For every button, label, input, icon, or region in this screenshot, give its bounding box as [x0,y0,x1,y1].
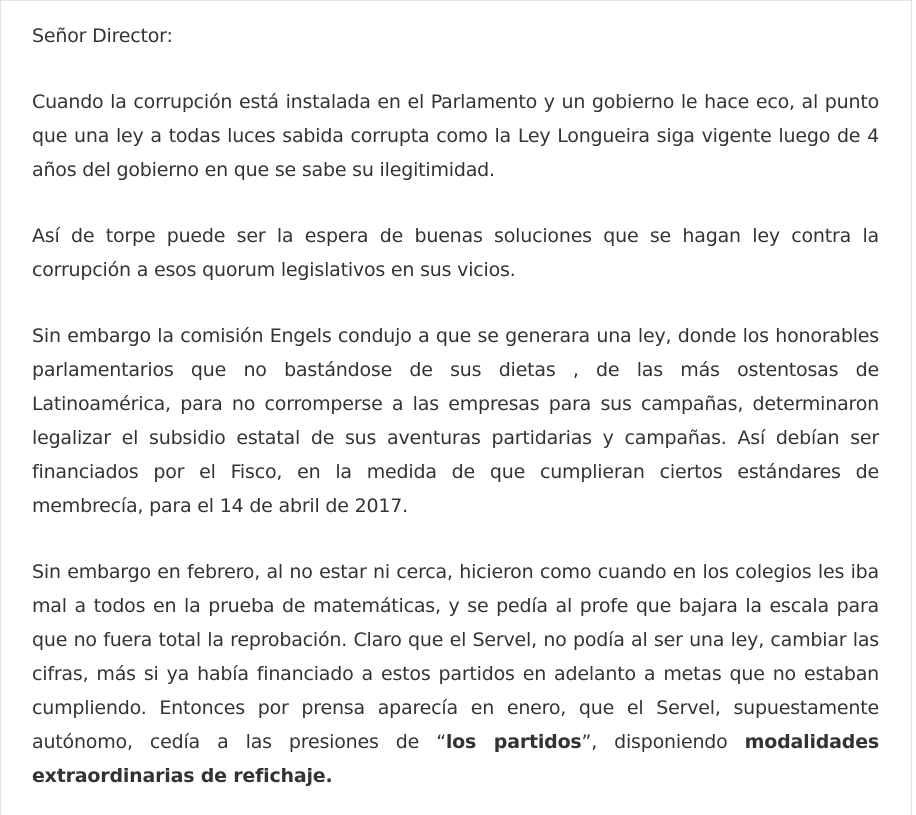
paragraph-2: Así de torpe puede ser la espera de buenas soluciones que se hagan ley contra la corrupción a esos quorum legislativos en sus vicios. [32,225,879,281]
paragraph-4-text-before: Sin embargo en febrero, al no estar ni cerca, hicieron como cuando en los colegios les iba mal a todos en la prueba de matemáticas, y se pedía al profe que bajara la escala para que no fuera total la reprobación. Claro que el Servel, no podía al ser una ley, cambiar las cifras, más si ya había financiado a estos partidos en adelanto a metas que no estaban cumpliendo. Entonces por prensa aparecía en enero, que el Servel, supuestamente autónomo, cedía a las presiones de “ [32,561,879,753]
paragraph-3: Sin embargo la comisión Engels condujo a que se generara una ley, donde los honorables parlamentarios que no bastándose de sus dietas , de las más ostentosas de Latinoamérica, para no corromperse a las empresas para sus campañas, determinaron legalizar el subsidio estatal de sus aventuras partidarias y campañas. Así debían ser financiados por el Fisco, en la medida de que cumplieran ciertos estándares de membrecía, para el 14 de abril de 2017. [32,325,879,517]
bold-los-partidos: los partidos [445,731,582,753]
salutation: Señor Director: [32,25,173,47]
paragraph-1: Cuando la corrupción está instalada en el Parlamento y un gobierno le hace eco, al punto que una ley a todas luces sabida corrupta como la Ley Longueira siga vigente luego de 4 años del gobierno en que se sabe su ilegitimidad. [32,91,879,181]
bold-modalidades-refichaje: modalidades extraordinarias de refichaje. [32,731,879,787]
letter-body [32,19,879,793]
paragraph-4-text-middle: ”, disponiendo [581,731,745,753]
paragraph-4 [32,555,879,793]
